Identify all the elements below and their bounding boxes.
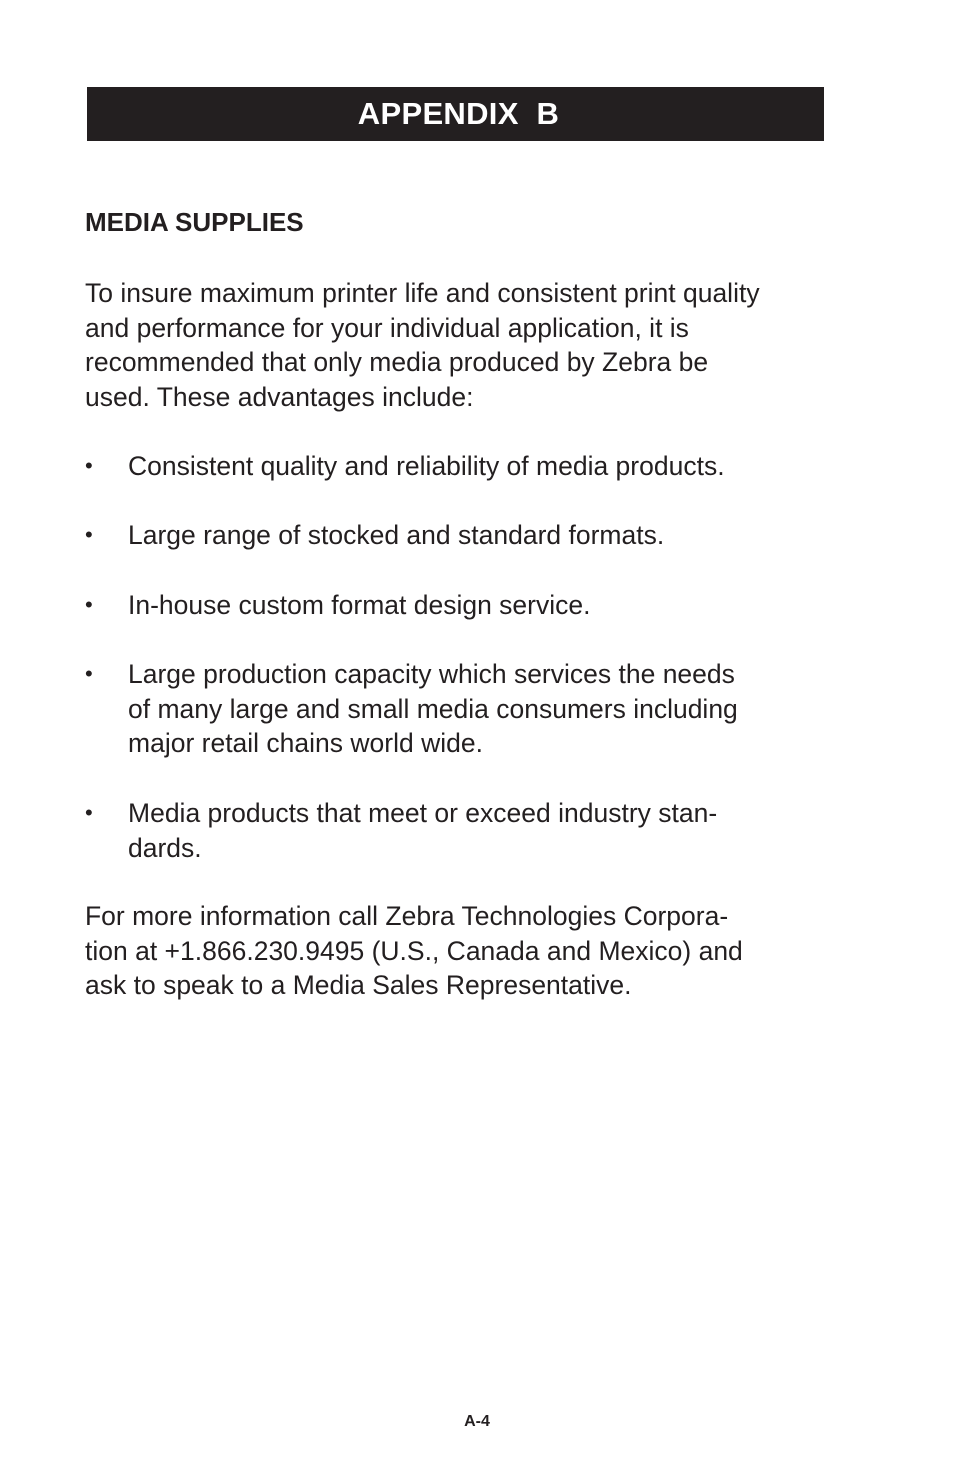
bullet-line: Large range of stocked and standard formats. (128, 520, 665, 550)
bullet-marker: • (85, 800, 93, 825)
bullet-marker: • (85, 592, 93, 617)
intro-line: recommended that only media produced by Zebra be (85, 347, 709, 378)
closing-paragraph (85, 899, 830, 1003)
intro-line: used. These advantages include: (85, 382, 474, 413)
bullet-text (128, 657, 738, 761)
bullet-marker: • (85, 522, 93, 547)
intro-line: and performance for your individual application, it is (85, 312, 689, 343)
bullet-line: Media products that meet or exceed industry stan- (128, 798, 718, 828)
intro-paragraph (85, 276, 830, 415)
bullet-text (128, 796, 717, 865)
section-title: MEDIA SUPPLIES (85, 207, 304, 237)
closing-line: tion at +1.866.230.9495 (U.S., Canada and Mexico) and (85, 935, 743, 966)
page-number: A-4 (464, 1413, 490, 1430)
bullet-line: Large production capacity which services the needs (128, 659, 735, 689)
bullet-line: Consistent quality and reliability of media products. (128, 451, 725, 481)
bullet-line: dards. (128, 832, 202, 863)
bullet-line: In-house custom format design service. (128, 590, 591, 620)
bullet-text (128, 588, 590, 623)
bullet-line: major retail chains world wide. (128, 728, 483, 759)
bullet-marker: • (85, 661, 93, 686)
intro-line: To insure maximum printer life and consistent print quality (85, 278, 760, 308)
bullet-line: of many large and small media consumers including (128, 693, 738, 724)
appendix-title: APPENDIX B (357, 96, 560, 131)
bullet-text (128, 449, 725, 484)
closing-line: For more information call Zebra Technologies Corpora- (85, 901, 729, 931)
bullet-text (128, 518, 664, 553)
closing-line: ask to speak to a Media Sales Representative. (85, 970, 632, 1001)
appendix-header-bar (87, 87, 824, 141)
bullet-marker: • (85, 453, 93, 478)
